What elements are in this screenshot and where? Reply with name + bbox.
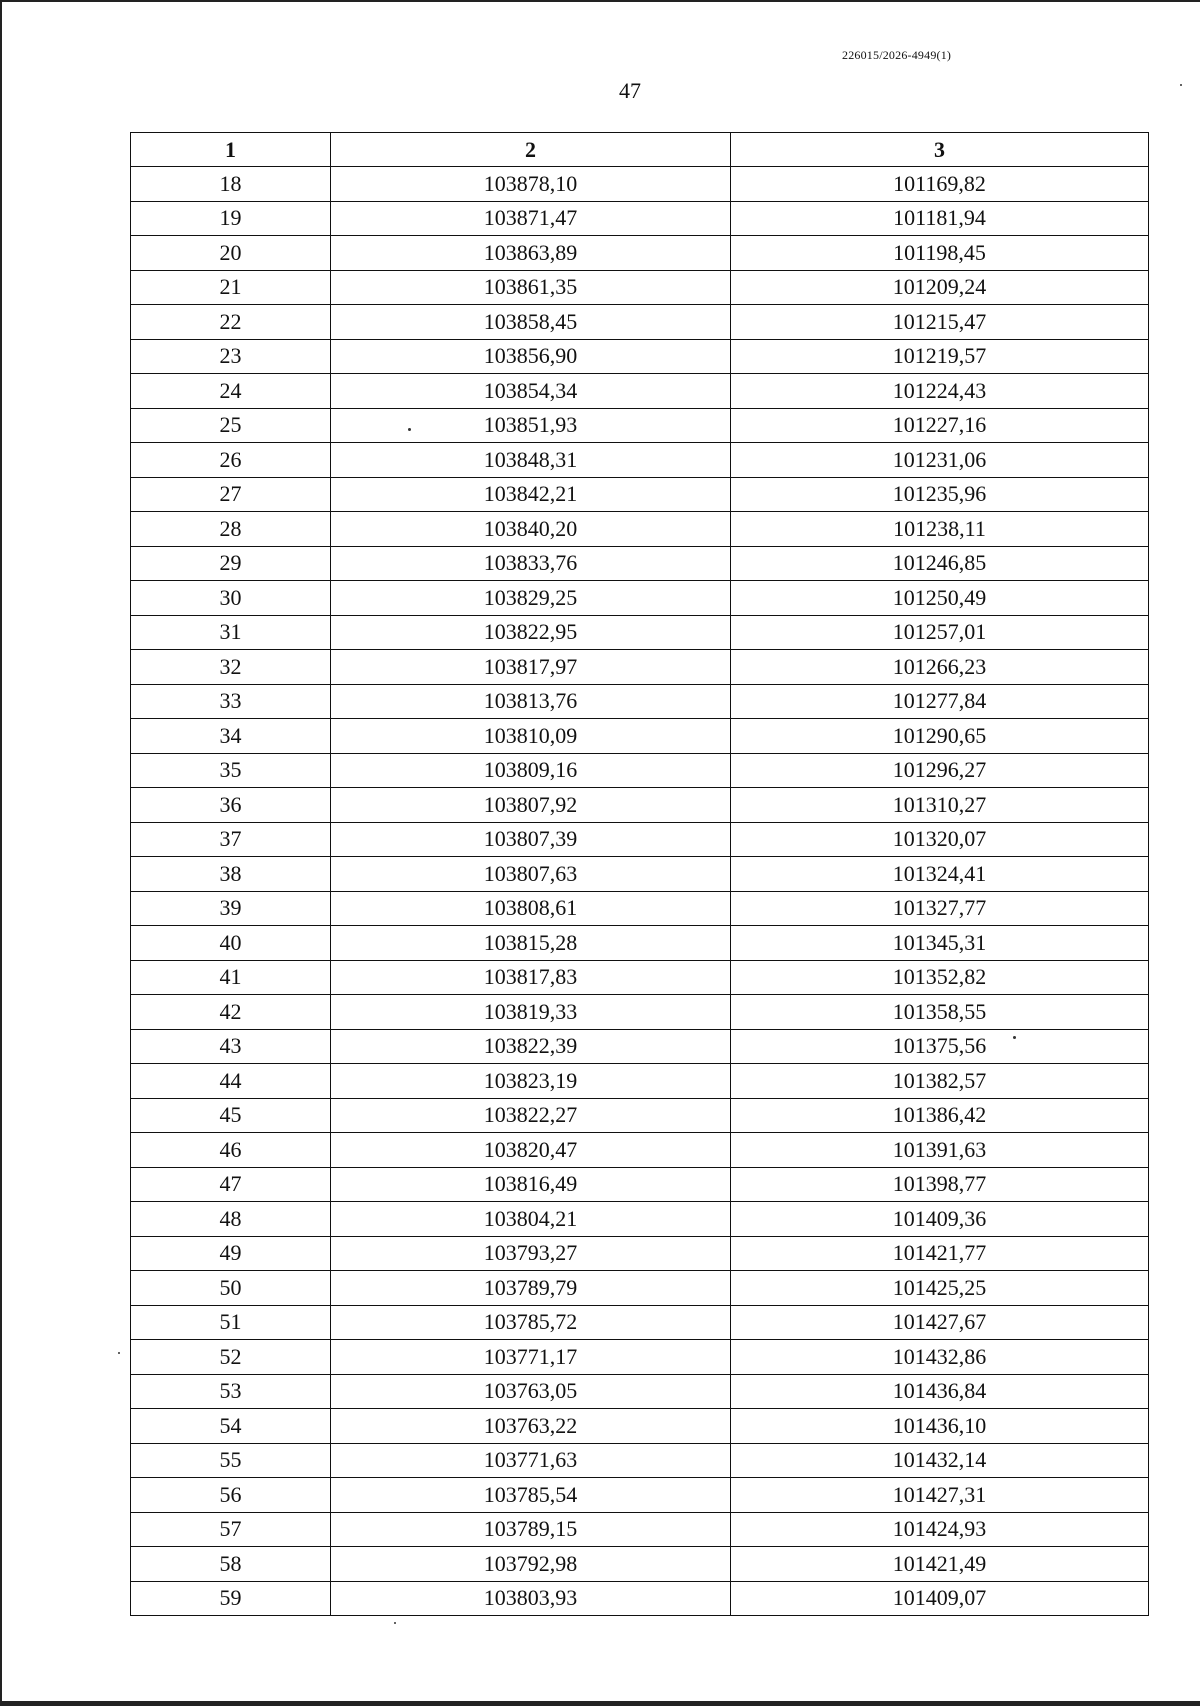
table-cell-col-3: 101235,96 [731,477,1149,512]
table-cell-col-3: 101427,67 [731,1305,1149,1340]
table-cell-col-2: 103771,17 [331,1340,731,1375]
table-cell-col-3: 101266,23 [731,650,1149,685]
scan-speck [118,1352,120,1354]
table-cell-col-1: 31 [131,615,331,650]
table-cell-col-2: 103810,09 [331,719,731,754]
table-row [131,1133,1149,1168]
table-row [131,1271,1149,1306]
table-row [131,408,1149,443]
table-row [131,1029,1149,1064]
table-cell-col-3: 101246,85 [731,546,1149,581]
table-cell-col-3: 101198,45 [731,236,1149,271]
coordinates-table [130,132,1149,1616]
table-cell-col-1: 57 [131,1512,331,1547]
table-cell-col-2: 103789,79 [331,1271,731,1306]
scan-speck [1180,84,1182,86]
table-cell-col-1: 48 [131,1202,331,1237]
table-row [131,1340,1149,1375]
table-cell-col-3: 101327,77 [731,891,1149,926]
table-cell-col-3: 101219,57 [731,339,1149,374]
table-cell-col-1: 52 [131,1340,331,1375]
table-row [131,546,1149,581]
table-row [131,1374,1149,1409]
table-row [131,167,1149,202]
table-cell-col-1: 38 [131,857,331,892]
table-cell-col-2: 103789,15 [331,1512,731,1547]
table-row [131,305,1149,340]
table-cell-col-2: 103871,47 [331,201,731,236]
table-row [131,615,1149,650]
scan-speck [1013,1036,1016,1039]
table-cell-col-1: 22 [131,305,331,340]
table-cell-col-3: 101425,25 [731,1271,1149,1306]
table-cell-col-1: 20 [131,236,331,271]
table-cell-col-1: 34 [131,719,331,754]
coordinates-table-container [130,132,1148,1616]
table-cell-col-2: 103793,27 [331,1236,731,1271]
table-cell-col-2: 103792,98 [331,1547,731,1582]
table-cell-col-1: 55 [131,1443,331,1478]
table-cell-col-1: 39 [131,891,331,926]
table-row [131,891,1149,926]
table-cell-col-2: 103807,39 [331,822,731,857]
table-cell-col-1: 46 [131,1133,331,1168]
table-cell-col-1: 30 [131,581,331,616]
table-row [131,443,1149,478]
table-cell-col-1: 56 [131,1478,331,1513]
table-cell-col-2: 103785,72 [331,1305,731,1340]
table-row [131,1581,1149,1616]
table-cell-col-2: 103819,33 [331,995,731,1030]
table-cell-col-1: 51 [131,1305,331,1340]
table-cell-col-2: 103856,90 [331,339,731,374]
table-cell-col-3: 101391,63 [731,1133,1149,1168]
table-row [131,753,1149,788]
table-cell-col-1: 23 [131,339,331,374]
table-cell-col-3: 101436,10 [731,1409,1149,1444]
table-cell-col-3: 101424,93 [731,1512,1149,1547]
table-cell-col-1: 43 [131,1029,331,1064]
table-cell-col-1: 21 [131,270,331,305]
table-cell-col-2: 103808,61 [331,891,731,926]
table-cell-col-1: 36 [131,788,331,823]
table-cell-col-1: 27 [131,477,331,512]
table-cell-col-3: 101296,27 [731,753,1149,788]
scan-border-top [0,0,1200,2]
table-row [131,995,1149,1030]
table-cell-col-2: 103771,63 [331,1443,731,1478]
document-reference-number: 226015/2026-4949(1) [842,48,952,62]
table-row [131,650,1149,685]
table-cell-col-1: 28 [131,512,331,547]
table-row [131,1064,1149,1099]
table-cell-col-2: 103820,47 [331,1133,731,1168]
table-row [131,512,1149,547]
table-cell-col-2: 103807,92 [331,788,731,823]
table-cell-col-3: 101409,07 [731,1581,1149,1616]
table-cell-col-3: 101290,65 [731,719,1149,754]
table-cell-col-1: 53 [131,1374,331,1409]
table-cell-col-2: 103851,93 [331,408,731,443]
table-cell-col-2: 103816,49 [331,1167,731,1202]
table-cell-col-1: 32 [131,650,331,685]
table-cell-col-3: 101436,84 [731,1374,1149,1409]
table-row [131,1478,1149,1513]
table-cell-col-2: 103878,10 [331,167,731,202]
table-row [131,719,1149,754]
table-cell-col-3: 101231,06 [731,443,1149,478]
table-cell-col-3: 101324,41 [731,857,1149,892]
table-row [131,236,1149,271]
table-cell-col-2: 103848,31 [331,443,731,478]
table-cell-col-3: 101238,11 [731,512,1149,547]
table-cell-col-1: 54 [131,1409,331,1444]
table-cell-col-2: 103815,28 [331,926,731,961]
table-row [131,788,1149,823]
table-row [131,1547,1149,1582]
table-cell-col-1: 19 [131,201,331,236]
table-row [131,960,1149,995]
table-cell-col-3: 101432,86 [731,1340,1149,1375]
table-cell-col-3: 101215,47 [731,305,1149,340]
table-cell-col-1: 18 [131,167,331,202]
table-row [131,339,1149,374]
table-cell-col-2: 103809,16 [331,753,731,788]
table-cell-col-3: 101320,07 [731,822,1149,857]
table-row [131,374,1149,409]
table-row [131,822,1149,857]
table-cell-col-3: 101358,55 [731,995,1149,1030]
table-cell-col-2: 103822,39 [331,1029,731,1064]
table-cell-col-2: 103842,21 [331,477,731,512]
table-cell-col-3: 101209,24 [731,270,1149,305]
table-cell-col-2: 103763,22 [331,1409,731,1444]
table-row [131,926,1149,961]
scan-border-left [0,0,2,1706]
table-cell-col-3: 101310,27 [731,788,1149,823]
column-header-3: 3 [731,133,1149,167]
table-row [131,270,1149,305]
table-cell-col-1: 29 [131,546,331,581]
table-cell-col-3: 101169,82 [731,167,1149,202]
table-cell-col-3: 101427,31 [731,1478,1149,1513]
table-cell-col-1: 50 [131,1271,331,1306]
table-cell-col-1: 40 [131,926,331,961]
table-cell-col-1: 26 [131,443,331,478]
table-cell-col-3: 101409,36 [731,1202,1149,1237]
table-row [131,1512,1149,1547]
column-header-1: 1 [131,133,331,167]
table-cell-col-1: 49 [131,1236,331,1271]
table-cell-col-1: 37 [131,822,331,857]
page-number: 47 [619,78,641,103]
column-header-2: 2 [331,133,731,167]
table-cell-col-1: 33 [131,684,331,719]
table-header-row [131,133,1149,167]
table-cell-col-2: 103861,35 [331,270,731,305]
table-row [131,201,1149,236]
table-row [131,1098,1149,1133]
table-cell-col-2: 103785,54 [331,1478,731,1513]
table-row [131,1236,1149,1271]
table-cell-col-3: 101224,43 [731,374,1149,409]
scan-speck [408,428,411,431]
table-cell-col-3: 101432,14 [731,1443,1149,1478]
table-cell-col-2: 103804,21 [331,1202,731,1237]
table-cell-col-2: 103858,45 [331,305,731,340]
table-cell-col-3: 101257,01 [731,615,1149,650]
table-row [131,1305,1149,1340]
table-cell-col-3: 101181,94 [731,201,1149,236]
table-cell-col-1: 59 [131,1581,331,1616]
table-cell-col-3: 101227,16 [731,408,1149,443]
table-cell-col-1: 45 [131,1098,331,1133]
table-cell-col-2: 103840,20 [331,512,731,547]
table-cell-col-2: 103817,83 [331,960,731,995]
table-cell-col-1: 35 [131,753,331,788]
table-cell-col-2: 103863,89 [331,236,731,271]
table-cell-col-1: 47 [131,1167,331,1202]
table-cell-col-1: 44 [131,1064,331,1099]
table-cell-col-2: 103833,76 [331,546,731,581]
table-cell-col-3: 101345,31 [731,926,1149,961]
table-cell-col-2: 103854,34 [331,374,731,409]
table-body [131,167,1149,1616]
table-cell-col-3: 101421,49 [731,1547,1149,1582]
table-cell-col-1: 41 [131,960,331,995]
table-row [131,684,1149,719]
table-row [131,1443,1149,1478]
table-cell-col-2: 103763,05 [331,1374,731,1409]
table-row [131,1167,1149,1202]
table-cell-col-2: 103822,27 [331,1098,731,1133]
table-cell-col-3: 101375,56 [731,1029,1149,1064]
table-cell-col-3: 101382,57 [731,1064,1149,1099]
table-cell-col-2: 103803,93 [331,1581,731,1616]
table-row [131,1202,1149,1237]
table-row [131,477,1149,512]
table-cell-col-3: 101398,77 [731,1167,1149,1202]
table-row [131,857,1149,892]
table-cell-col-1: 25 [131,408,331,443]
table-row [131,1409,1149,1444]
table-cell-col-3: 101352,82 [731,960,1149,995]
table-cell-col-1: 42 [131,995,331,1030]
scan-border-bottom [0,1701,1200,1706]
table-cell-col-2: 103829,25 [331,581,731,616]
table-cell-col-3: 101277,84 [731,684,1149,719]
table-cell-col-3: 101250,49 [731,581,1149,616]
table-cell-col-2: 103822,95 [331,615,731,650]
table-row [131,581,1149,616]
table-cell-col-2: 103807,63 [331,857,731,892]
table-cell-col-1: 58 [131,1547,331,1582]
table-cell-col-2: 103817,97 [331,650,731,685]
table-cell-col-1: 24 [131,374,331,409]
table-cell-col-2: 103823,19 [331,1064,731,1099]
scan-speck [394,1622,396,1624]
table-cell-col-3: 101421,77 [731,1236,1149,1271]
table-cell-col-2: 103813,76 [331,684,731,719]
table-cell-col-3: 101386,42 [731,1098,1149,1133]
